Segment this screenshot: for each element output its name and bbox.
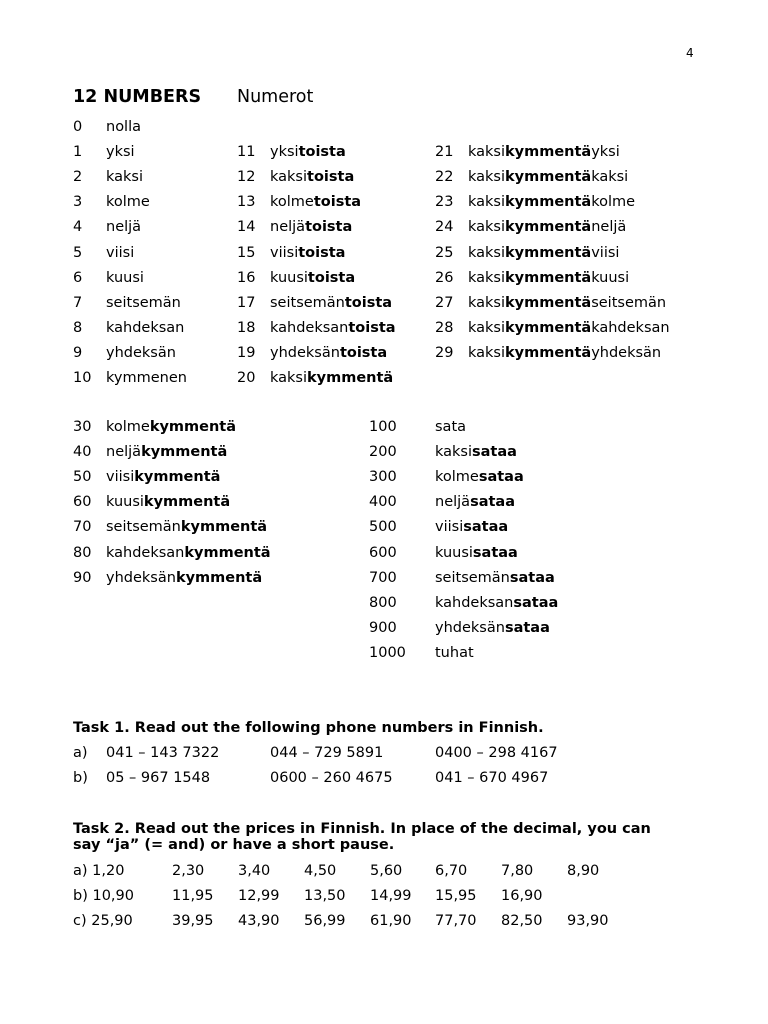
number-digit: 16	[237, 269, 256, 286]
price: 5,60	[370, 863, 403, 879]
number-digit: 1000	[369, 644, 406, 661]
number-digit: 600	[369, 544, 397, 561]
number-word-part: neljä	[591, 219, 627, 236]
number-word-bold-part: kymmentä	[180, 519, 268, 536]
number-digit: 11	[237, 144, 256, 161]
number-digit: 23	[435, 194, 454, 211]
number-word-bold-part: sataa	[472, 544, 518, 561]
number-word-part: kolme	[270, 194, 314, 211]
number-word	[435, 468, 524, 486]
number-word	[106, 218, 141, 236]
number-word	[106, 294, 181, 312]
number-word-part: kahdeksan	[270, 319, 349, 336]
task2-title-line1: Task 2. Read out the prices in Finnish. In place of the decimal, you can	[73, 821, 651, 837]
number-word	[270, 168, 354, 186]
number-word-bold-part: kymmentä	[149, 419, 237, 435]
number-digit: 1	[73, 144, 83, 161]
number-word-part: kymmenen	[106, 370, 187, 386]
price: 6,70	[435, 863, 468, 879]
number-word	[106, 269, 144, 287]
number-word-bold-part: kymmentä	[184, 544, 271, 561]
number-word-part: kolme	[106, 194, 150, 211]
number-word	[106, 319, 184, 337]
number-word	[468, 193, 635, 211]
number-word	[270, 244, 345, 262]
number-digit: 24	[435, 219, 454, 236]
number-word-part: kaksi	[270, 370, 308, 386]
number-word-part: kuusi	[106, 494, 144, 511]
number-digit: 100	[369, 419, 397, 435]
number-word	[270, 369, 393, 387]
number-word-part: kaksi	[468, 344, 506, 361]
number-digit: 6	[73, 269, 83, 286]
number-word-part: yhdeksän	[106, 344, 176, 361]
number-digit: 4	[73, 219, 83, 236]
page-title: 12 NUMBERS	[73, 87, 202, 107]
number-digit: 13	[237, 194, 256, 211]
number-digit: 14	[237, 219, 256, 236]
phone-number: 041 – 670 4967	[435, 770, 549, 787]
price: 82,50	[501, 913, 543, 930]
number-digit: 25	[435, 244, 454, 261]
page-number: 4	[686, 46, 694, 60]
number-digit: 300	[369, 469, 397, 486]
number-word	[468, 218, 626, 236]
price: 12,99	[238, 888, 280, 905]
number-word-bold-part: kymmentä	[505, 194, 592, 211]
price: 7,80	[501, 863, 534, 879]
number-word-part: kaksi	[468, 194, 506, 211]
number-word	[468, 319, 670, 337]
number-digit: 700	[369, 569, 397, 586]
number-word-part: yhdeksän	[435, 619, 505, 636]
number-word-part: kaksi	[468, 319, 506, 336]
number-digit: 70	[73, 519, 92, 536]
number-word-bold-part: kymmentä	[505, 219, 592, 236]
number-word-part: neljä	[270, 219, 306, 236]
number-word-bold-part: kymmentä	[505, 169, 592, 186]
number-word	[106, 143, 135, 161]
number-word-bold-part: kymmentä	[143, 494, 231, 511]
number-word-bold-part: kymmentä	[505, 269, 592, 286]
number-word-part: kuusi	[270, 269, 308, 286]
number-word-bold-part: toista	[305, 219, 353, 236]
number-digit: 18	[237, 319, 256, 336]
number-word-bold-part: kymmentä	[505, 144, 592, 161]
task1-row-label: b)	[73, 770, 88, 787]
number-digit: 800	[369, 594, 397, 611]
number-word-part: yhdeksän	[591, 344, 662, 361]
price: 13,50	[304, 888, 346, 905]
number-word-part: yhdeksän	[106, 569, 176, 586]
price: 93,90	[567, 913, 609, 930]
number-word-bold-part: toista	[348, 319, 396, 336]
price: 56,99	[304, 913, 346, 930]
number-word-bold-part: toista	[307, 269, 356, 286]
phone-number: 041 – 143 7322	[106, 745, 220, 761]
task1-title: Task 1. Read out the following phone numbers in Finnish.	[73, 720, 544, 736]
number-word-part: kaksi	[591, 169, 629, 186]
number-word-bold-part: toista	[298, 144, 346, 161]
number-digit: 15	[237, 244, 256, 261]
number-digit: 12	[237, 169, 256, 186]
number-word-bold-part: sataa	[478, 469, 524, 486]
number-word-bold-part: sataa	[470, 494, 515, 511]
number-word-part: sata	[435, 419, 467, 435]
number-word	[270, 294, 392, 312]
number-word	[435, 443, 517, 461]
number-word	[106, 118, 141, 136]
number-word-part: seitsemän	[106, 519, 181, 536]
number-word	[435, 644, 474, 662]
number-word-bold-part: sataa	[472, 444, 517, 461]
number-word	[468, 143, 620, 161]
number-digit: 8	[73, 319, 83, 336]
number-digit: 22	[435, 169, 454, 186]
number-word-part: yksi	[270, 144, 299, 161]
number-word-bold-part: toista	[339, 344, 388, 361]
phone-number: 05 – 967 1548	[106, 770, 211, 787]
number-word	[468, 294, 666, 312]
task2-title-line2: say “ja” (= and) or have a short pause.	[73, 837, 395, 853]
number-word	[270, 143, 346, 161]
number-word-part: viisi	[435, 519, 464, 536]
number-word-bold-part: kymmentä	[505, 294, 592, 311]
number-word-bold-part: kymmentä	[134, 469, 221, 486]
number-word-part: seitsemän	[591, 294, 667, 311]
price: b) 10,90	[73, 888, 134, 905]
number-word-part: viisi	[591, 244, 620, 261]
number-word	[106, 493, 230, 511]
number-word-part: yksi	[106, 144, 135, 161]
number-digit: 0	[73, 119, 83, 135]
phone-number: 044 – 729 5891	[270, 745, 384, 761]
number-digit: 20	[237, 370, 256, 386]
number-digit: 2	[73, 169, 83, 186]
page-subtitle: Numerot	[237, 87, 314, 107]
phone-number: 0400 – 298 4167	[435, 745, 558, 761]
number-word	[435, 544, 518, 562]
number-word	[270, 218, 352, 236]
number-word	[468, 344, 661, 362]
number-digit: 19	[237, 344, 256, 361]
number-word	[435, 518, 508, 536]
number-word-part: seitsemän	[106, 294, 181, 311]
number-word-bold-part: toista	[307, 169, 355, 186]
number-digit: 200	[369, 444, 397, 461]
number-word	[468, 168, 628, 186]
price: 3,40	[238, 863, 271, 879]
number-word	[106, 569, 262, 587]
number-digit: 5	[73, 244, 83, 261]
number-word-part: nolla	[106, 119, 142, 135]
number-word-part: kaksi	[468, 169, 506, 186]
number-word	[270, 269, 355, 287]
number-digit: 500	[369, 519, 397, 536]
number-word	[435, 493, 515, 511]
number-word	[270, 344, 387, 362]
number-digit: 17	[237, 294, 256, 311]
number-digit: 400	[369, 494, 397, 511]
number-word-part: neljä	[435, 494, 471, 511]
number-word-bold-part: sataa	[513, 594, 559, 611]
number-word	[435, 418, 466, 436]
number-word	[106, 544, 271, 562]
number-word-part: kuusi	[106, 269, 144, 286]
phone-number: 0600 – 260 4675	[270, 770, 393, 787]
number-word	[435, 594, 558, 612]
number-word-part: yhdeksän	[270, 344, 340, 361]
number-word-part: yksi	[591, 144, 620, 161]
number-word	[468, 244, 619, 262]
price: 14,99	[370, 888, 412, 905]
price: 4,50	[304, 863, 337, 879]
number-word	[106, 518, 267, 536]
price: 2,30	[172, 863, 205, 879]
number-word-bold-part: kymmentä	[505, 244, 592, 261]
number-word	[435, 569, 555, 587]
number-word-part: kahdeksan	[591, 319, 670, 336]
number-word-part: kaksi	[435, 444, 473, 461]
number-word-bold-part: toista	[298, 244, 346, 261]
number-word-bold-part: toista	[344, 294, 393, 311]
task1-row-label: a)	[73, 745, 88, 761]
number-digit: 50	[73, 469, 92, 486]
number-digit: 27	[435, 294, 454, 311]
number-word	[106, 468, 220, 486]
price: 16,90	[501, 888, 543, 905]
number-digit: 3	[73, 194, 83, 211]
number-digit: 90	[73, 569, 92, 586]
number-word-part: tuhat	[435, 644, 474, 661]
price: 77,70	[435, 913, 477, 930]
number-word-part: viisi	[106, 469, 135, 486]
price: a) 1,20	[73, 863, 125, 879]
price: 61,90	[370, 913, 412, 930]
number-word-part: seitsemän	[435, 569, 510, 586]
number-word-part: kolme	[591, 194, 636, 211]
number-word-part: kahdeksan	[106, 319, 185, 336]
price: c) 25,90	[73, 913, 133, 930]
number-digit: 26	[435, 269, 454, 286]
number-digit: 900	[369, 619, 397, 636]
number-word-bold-part: toista	[313, 194, 362, 211]
price: 43,90	[238, 913, 280, 930]
number-word	[435, 619, 550, 637]
price: 15,95	[435, 888, 477, 905]
number-word-part: kaksi	[468, 294, 506, 311]
number-word-part: kuusi	[591, 269, 630, 286]
number-word	[468, 269, 629, 287]
number-word	[106, 193, 150, 211]
number-word-part: viisi	[270, 244, 299, 261]
number-word-part: neljä	[106, 444, 142, 461]
number-word-part: kolme	[435, 469, 479, 486]
number-word-bold-part: kymmentä	[307, 370, 394, 386]
number-word-bold-part: sataa	[504, 619, 550, 636]
number-digit: 9	[73, 344, 83, 361]
number-word-part: kaksi	[270, 169, 308, 186]
number-digit: 29	[435, 344, 454, 361]
number-word-bold-part: kymmentä	[141, 444, 228, 461]
number-word-part: seitsemän	[270, 294, 345, 311]
number-digit: 10	[73, 370, 92, 386]
number-word-part: kaksi	[468, 269, 506, 286]
number-word-part: kahdeksan	[106, 544, 185, 561]
number-word-part: kahdeksan	[435, 594, 514, 611]
number-digit: 40	[73, 444, 92, 461]
number-digit: 30	[73, 419, 92, 435]
number-digit: 7	[73, 294, 83, 311]
number-word	[106, 244, 134, 262]
number-word-part: kaksi	[106, 169, 144, 186]
number-word	[106, 443, 227, 461]
price: 39,95	[172, 913, 214, 930]
number-word-bold-part: sataa	[463, 519, 509, 536]
number-word-part: kaksi	[468, 219, 506, 236]
number-word-part: viisi	[106, 244, 135, 261]
number-word	[270, 319, 396, 337]
number-digit: 60	[73, 494, 92, 511]
number-word-bold-part: kymmentä	[175, 569, 263, 586]
number-digit: 21	[435, 144, 454, 161]
number-word-bold-part: kymmentä	[505, 344, 592, 361]
number-word-part: neljä	[106, 219, 142, 236]
number-word-bold-part: kymmentä	[505, 319, 592, 336]
number-word-part: kolme	[106, 419, 150, 435]
number-digit: 28	[435, 319, 454, 336]
number-word	[106, 168, 143, 186]
number-word	[106, 369, 187, 387]
number-word-part: kuusi	[435, 544, 473, 561]
price: 11,95	[172, 888, 214, 905]
number-word	[106, 418, 236, 436]
number-word-part: kaksi	[468, 144, 506, 161]
number-word	[106, 344, 176, 362]
price: 8,90	[567, 863, 600, 879]
number-word-bold-part: sataa	[509, 569, 555, 586]
number-word	[270, 193, 361, 211]
number-digit: 80	[73, 544, 92, 561]
number-word-part: kaksi	[468, 244, 506, 261]
